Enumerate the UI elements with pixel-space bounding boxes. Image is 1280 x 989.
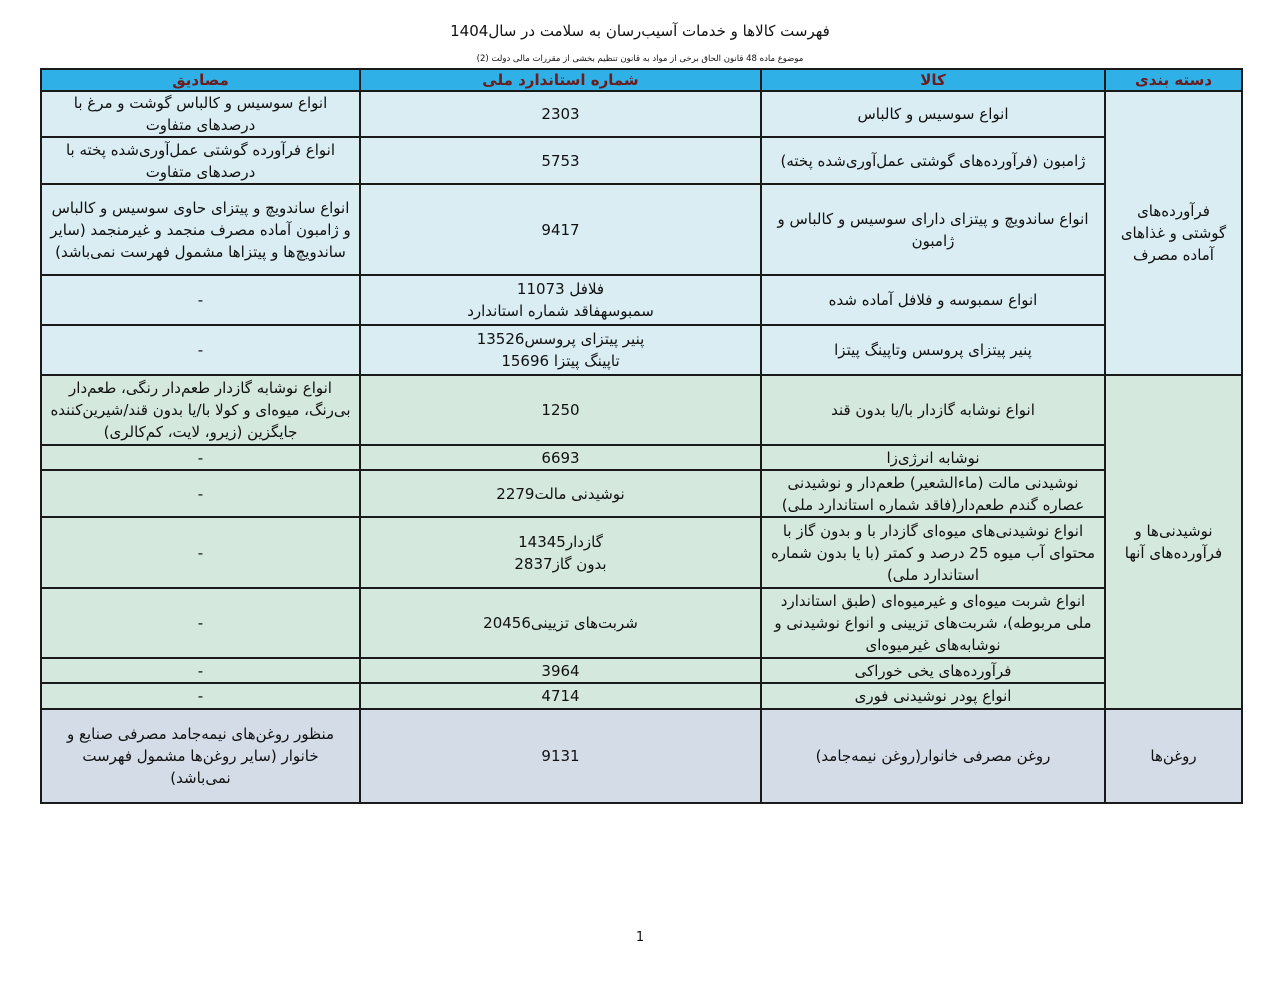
examples-cell: منظور روغن‌های نیمه‌جامد مصرفی صنایع و خانوار (سایر روغن‌ها مشمول فهرست نمی‌باشد): [41, 709, 360, 803]
table-row: [41, 184, 1242, 275]
table-row: [41, 683, 1242, 709]
standard-cell: [360, 683, 761, 709]
standard-line: 2303: [541, 105, 580, 123]
examples-cell: -: [41, 517, 360, 588]
standard-cell: [360, 445, 761, 470]
header-examples: مصادیق: [41, 69, 360, 91]
goods-cell: انواع ساندویچ و پیتزای دارای سوسیس و کالباس و ژامبون: [761, 184, 1105, 275]
standard-cell: [360, 470, 761, 517]
standard-line: فلافل 11073: [516, 280, 605, 298]
standard-line: گازدار14345: [518, 532, 603, 551]
document-subtitle: موضوع ماده 48 قانون الحاق برخی از مواد به قانون تنظیم بخشی از مقررات مالی دولت (2): [476, 54, 804, 64]
table-row: [41, 275, 1242, 325]
examples-cell: -: [41, 588, 360, 658]
standard-cell: [360, 275, 761, 325]
standard-cell: [360, 325, 761, 375]
table-header-row: [41, 69, 1242, 91]
examples-cell: -: [41, 658, 360, 683]
header-category: دسته بندی: [1105, 69, 1242, 91]
table-row: [41, 375, 1242, 445]
examples-cell: انواع فرآورده گوشتی عمل‌آوری‌شده پخته با درصدهای متفاوت: [41, 137, 360, 184]
goods-cell: نوشیدنی مالت (ماءالشعیر) طعم‌دار و نوشیدنی عصاره گندم طعم‌دار(فاقد شماره استاندارد ملی): [761, 470, 1105, 517]
table-row: [41, 91, 1242, 137]
examples-cell: -: [41, 683, 360, 709]
table-row: [41, 709, 1242, 803]
table-row: [41, 517, 1242, 588]
table-row: [41, 470, 1242, 517]
standard-line: 1250: [541, 401, 580, 419]
standard-cell: [360, 588, 761, 658]
goods-cell: انواع سمبوسه و فلافل آماده شده: [761, 275, 1105, 325]
table-row: [41, 658, 1242, 683]
standard-line: سمبوسهفاقد شماره استاندارد: [467, 302, 654, 320]
goods-table: [40, 68, 1243, 804]
goods-cell: انواع شربت میوه‌ای و غیرمیوه‌ای (طبق استاندارد ملی مربوطه)، شربت‌های تزیینی و انواع نوشیدنی و نوشابه‌های غیرمیوه‌ای: [761, 588, 1105, 658]
table-row: [41, 588, 1242, 658]
page-number: 1: [635, 930, 645, 945]
standard-cell: [360, 91, 761, 137]
standard-cell: [360, 137, 761, 184]
standard-cell: [360, 184, 761, 275]
standard-line: پنیر پیتزای پروسس13526: [476, 330, 645, 348]
table-row: [41, 325, 1242, 375]
goods-cell: فرآورده‌های یخی خوراکی: [761, 658, 1105, 683]
examples-cell: انواع ساندویچ و پیتزای حاوی سوسیس و کالباس و ژامبون آماده مصرف منجمد و غیرمنجمد (سایر ساندویچ‌ها و پیتزاها مشمول فهرست نمی‌باشد): [41, 184, 360, 275]
standard-line: تاپینگ پیتزا 15696: [501, 352, 620, 370]
goods-cell: ژامبون (فرآورده‌های گوشتی عمل‌آوری‌شده پخته): [761, 137, 1105, 184]
table-row: [41, 445, 1242, 470]
standard-line: 4714: [541, 687, 580, 705]
standard-cell: [360, 709, 761, 803]
standard-line: شربت‌های تزیینی20456: [483, 614, 638, 632]
header-standard: شماره استاندارد ملی: [360, 69, 761, 91]
standard-line: بدون گاز2837: [514, 554, 607, 573]
examples-cell: -: [41, 275, 360, 325]
examples-cell: -: [41, 470, 360, 517]
goods-cell: نوشابه انرژی‌زا: [761, 445, 1105, 470]
goods-cell: روغن مصرفی خانوار(روغن نیمه‌جامد): [761, 709, 1105, 803]
standard-cell: [360, 658, 761, 683]
standard-line: نوشیدنی مالت2279: [496, 484, 625, 503]
standard-line: 9417: [541, 220, 580, 239]
standard-line: 9131: [541, 747, 580, 765]
goods-cell: انواع سوسیس و کالباس: [761, 91, 1105, 137]
examples-cell: انواع نوشابه گازدار طعم‌دار رنگی، طعم‌دار بی‌رنگ، میوه‌ای و کولا با/یا بدون قند/شیرین‌کننده جایگزین (زیرو، لایت، کم‌کالری): [41, 375, 360, 445]
examples-cell: -: [41, 325, 360, 375]
category-cell: فرآورده‌های گوشتی و غذاهای آماده مصرف: [1105, 91, 1242, 375]
examples-cell: -: [41, 445, 360, 470]
goods-cell: انواع نوشابه گازدار با/یا بدون قند: [761, 375, 1105, 445]
standard-cell: [360, 517, 761, 588]
table-row: [41, 137, 1242, 184]
standard-line: 6693: [541, 448, 580, 467]
standard-line: 3964: [541, 661, 580, 680]
category-cell: روغن‌ها: [1105, 709, 1242, 803]
goods-cell: انواع پودر نوشیدنی فوری: [761, 683, 1105, 709]
document-title: فهرست کالاها و خدمات آسیب‌رسان به سلامت در سال1404: [450, 22, 830, 40]
goods-cell: انواع نوشیدنی‌های میوه‌ای گازدار با و بدون گاز با محتوای آب میوه 25 درصد و کمتر (با یا بدون شماره استاندارد ملی): [761, 517, 1105, 588]
standard-cell: [360, 375, 761, 445]
header-goods: کالا: [761, 69, 1105, 91]
category-cell: نوشیدنی‌ها و فرآورده‌های آنها: [1105, 375, 1242, 709]
examples-cell: انواع سوسیس و کالباس گوشت و مرغ با درصدهای متفاوت: [41, 91, 360, 137]
standard-line: 5753: [541, 151, 580, 170]
goods-cell: پنیر پیتزای پروسس وتاپینگ پیتزا: [761, 325, 1105, 375]
